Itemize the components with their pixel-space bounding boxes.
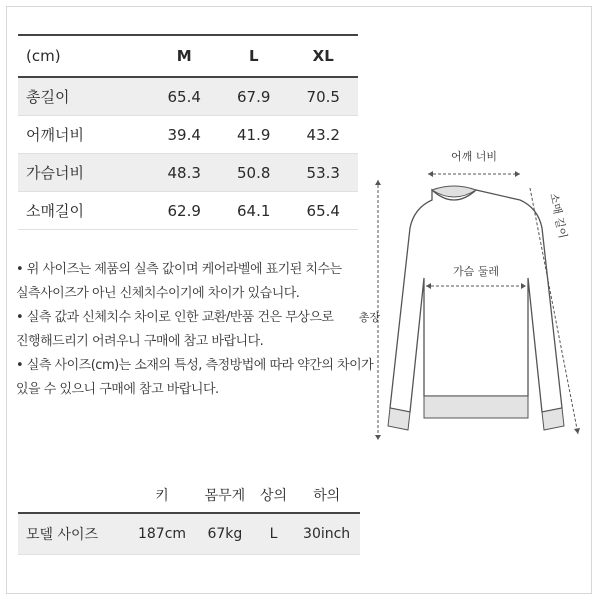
right-cuff xyxy=(542,408,564,430)
row-label: 총길이 xyxy=(18,77,149,116)
bottom-size-header: 하의 xyxy=(293,478,360,513)
note-line: 있을 수 있으니 구매에 참고 바랍니다. xyxy=(16,382,219,397)
table-row xyxy=(18,513,360,555)
cell-value: 65.4 xyxy=(149,77,219,116)
sweater-measurement-diagram xyxy=(358,138,585,448)
note-line: • 실측 값과 신체치수 차이로 인한 교환/반품 건은 무상으로 xyxy=(16,310,334,325)
note-line: 진행해드리기 어려우니 구매에 참고 바랍니다. xyxy=(16,334,264,349)
cell-value: 53.3 xyxy=(288,154,358,192)
row-label: 소매길이 xyxy=(18,192,149,230)
note-line: • 실측 사이즈(cm)는 소재의 특성, 측정방법에 따라 약간의 차이가 xyxy=(16,358,374,373)
height-header: 키 xyxy=(128,478,196,513)
cell-value: 67.9 xyxy=(219,77,289,116)
cell-value: 65.4 xyxy=(288,192,358,230)
cell-value: 50.8 xyxy=(219,154,289,192)
size-m-header: M xyxy=(149,35,219,77)
weight-header: 몸무게 xyxy=(196,478,254,513)
size-table-header xyxy=(18,35,358,77)
left-cuff xyxy=(388,408,410,430)
model-size-table xyxy=(18,478,360,555)
top-size-header: 상의 xyxy=(254,478,293,513)
cell-value: 48.3 xyxy=(149,154,219,192)
table-row xyxy=(18,116,358,154)
size-l-header: L xyxy=(219,35,289,77)
model-weight: 67kg xyxy=(196,513,254,555)
cell-value: 39.4 xyxy=(149,116,219,154)
sweater-outline xyxy=(390,190,562,412)
hem-rib xyxy=(424,396,528,418)
table-row xyxy=(18,192,358,230)
cell-value: 64.1 xyxy=(219,192,289,230)
model-table-header xyxy=(18,478,360,513)
table-row xyxy=(18,154,358,192)
row-label: 어깨너비 xyxy=(18,116,149,154)
table-row xyxy=(18,77,358,116)
shoulder-width-label: 어깨 너비 xyxy=(450,150,498,163)
sleeve-label: 소매 길이 xyxy=(547,191,570,240)
model-top-size: L xyxy=(254,513,293,555)
row-label: 가슴너비 xyxy=(18,154,149,192)
model-header-blank xyxy=(18,478,128,513)
note-line: • 위 사이즈는 제품의 실측 값이며 케어라벨에 표기된 치수는 xyxy=(16,262,342,277)
unit-header: (cm) xyxy=(18,35,149,77)
note-line: 실측사이즈가 아닌 신체치수이기에 차이가 있습니다. xyxy=(16,286,300,301)
cell-value: 41.9 xyxy=(219,116,289,154)
cell-value: 70.5 xyxy=(288,77,358,116)
model-height: 187cm xyxy=(128,513,196,555)
chest-label: 가슴 둘레 xyxy=(452,265,500,278)
cell-value: 43.2 xyxy=(288,116,358,154)
model-size-label: 모델 사이즈 xyxy=(18,513,128,555)
model-bottom-size: 30inch xyxy=(293,513,360,555)
length-label: 총장 xyxy=(358,311,380,324)
size-xl-header: XL xyxy=(288,35,358,77)
cell-value: 62.9 xyxy=(149,192,219,230)
size-table xyxy=(18,34,358,230)
